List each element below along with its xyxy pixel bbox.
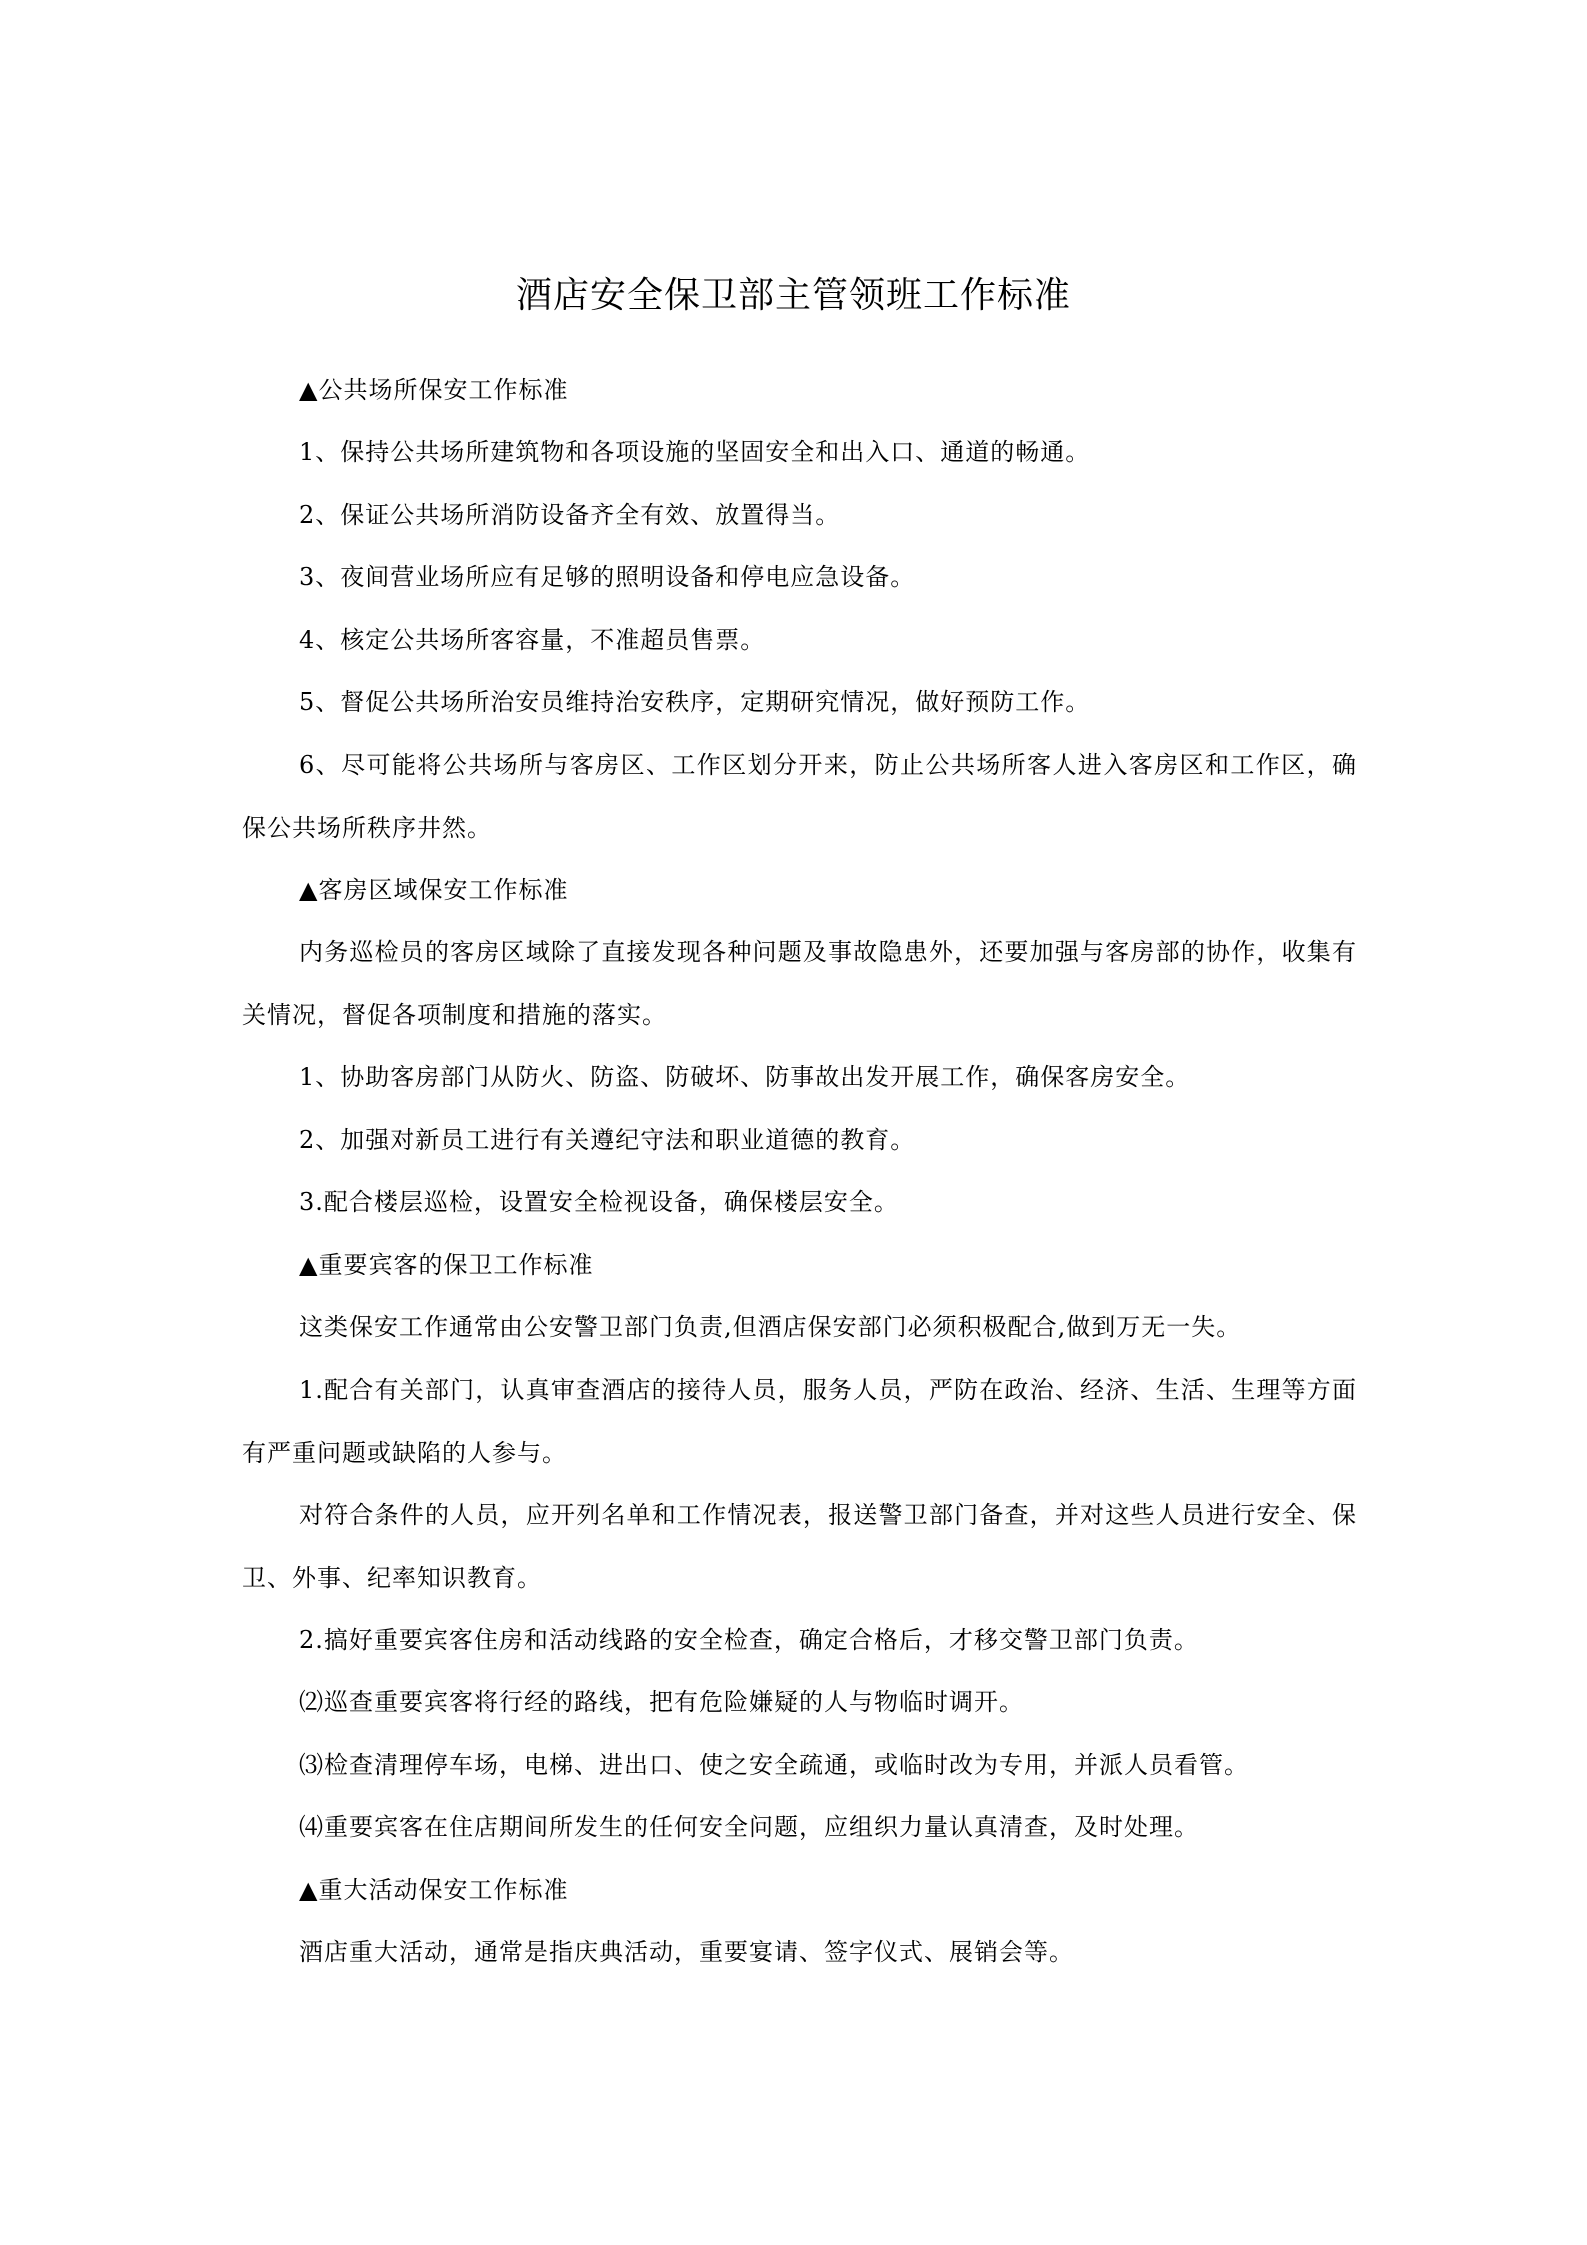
- paragraph: 3.配合楼层巡检，设置安全检视设备，确保楼层安全。: [299, 1188, 899, 1216]
- paragraph: 2、加强对新员工进行有关遵纪守法和职业道德的教育。: [299, 1126, 916, 1154]
- paragraph: ⑶检查清理停车场，电梯、进出口、使之安全疏通，或临时改为专用，并派人员看管。: [299, 1751, 1249, 1779]
- paragraph: 2、保证公共场所消防设备齐全有效、放置得当。: [299, 501, 841, 529]
- section-heading-public-areas: ▲公共场所保安工作标准: [299, 376, 569, 404]
- paragraph: 内务巡检员的客房区域除了直接发现各种问题及事故隐患外，还要加强与客房部的协作，收集有关情况，督促各项制度和措施的落实。: [242, 938, 1357, 1029]
- section-heading-vip-guests: ▲重要宾客的保卫工作标准: [299, 1251, 594, 1279]
- paragraph: 2.搞好重要宾客住房和活动线路的安全检查，确定合格后，才移交警卫部门负责。: [299, 1626, 1199, 1654]
- paragraph: 1.配合有关部门，认真审查酒店的接待人员，服务人员，严防在政治、经济、生活、生理等方面有严重问题或缺陷的人参与。: [242, 1376, 1357, 1467]
- paragraph: ⑷重要宾客在住店期间所发生的任何安全问题，应组织力量认真清查，及时处理。: [299, 1813, 1199, 1841]
- paragraph: 1、协助客房部门从防火、防盗、防破坏、防事故出发开展工作，确保客房安全。: [299, 1063, 1191, 1091]
- paragraph: 4、核定公共场所客容量，不准超员售票。: [299, 626, 766, 654]
- document-title: 酒店安全保卫部主管领班工作标准: [515, 275, 1071, 316]
- section-heading-guest-rooms: ▲客房区域保安工作标准: [299, 876, 569, 904]
- paragraph: 对符合条件的人员，应开列名单和工作情况表，报送警卫部门备查，并对这些人员进行安全、保卫、外事、纪率知识教育。: [242, 1501, 1357, 1592]
- paragraph: 这类保安工作通常由公安警卫部门负责,但酒店保安部门必须积极配合,做到万无一失。: [299, 1313, 1242, 1341]
- paragraph: 3、夜间营业场所应有足够的照明设备和停电应急设备。: [299, 563, 916, 591]
- paragraph: 5、督促公共场所治安员维持治安秩序，定期研究情况，做好预防工作。: [299, 688, 1091, 716]
- paragraph: 酒店重大活动，通常是指庆典活动，重要宴请、签字仪式、展销会等。: [299, 1938, 1074, 1966]
- paragraph: ⑵巡查重要宾客将行经的路线，把有危险嫌疑的人与物临时调开。: [299, 1688, 1024, 1716]
- section-heading-major-events: ▲重大活动保安工作标准: [299, 1876, 569, 1904]
- paragraph: 1、保持公共场所建筑物和各项设施的坚固安全和出入口、通道的畅通。: [299, 438, 1091, 466]
- paragraph: 6、尽可能将公共场所与客房区、工作区划分开来，防止公共场所客人进入客房区和工作区，确保公共场所秩序井然。: [242, 751, 1357, 842]
